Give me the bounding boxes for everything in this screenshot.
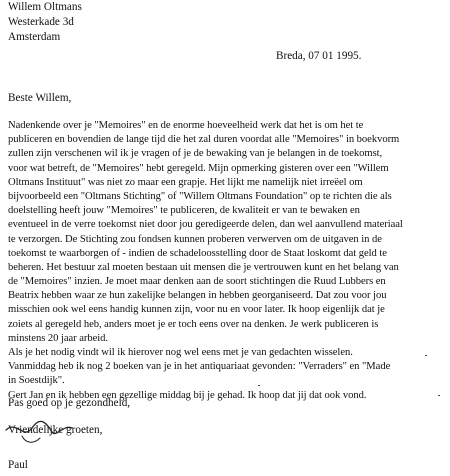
body-line: in Soestdijk". [8, 375, 65, 387]
body-line: zoiets al geregeld heb, anders moet je er toch eens over na denken. Je werk publiceren is [8, 318, 379, 330]
letter-body [8, 119, 444, 403]
body-line: voor wat betreft, de "Memoires" hebt geregeld. Mijn opmerking gisteren over een "Willem [8, 162, 389, 174]
body-line: Oltmans Instituut" was niet zo maar een grapje. Het lijkt me namelijk niet irreëel om [8, 176, 363, 188]
recipient-address-block [8, 0, 82, 45]
signoff-name: Paul [8, 459, 28, 471]
salutation: Beste Willem, [8, 92, 72, 104]
handwritten-signature [2, 414, 82, 448]
body-line: doelstelling heeft jouw "Memoires" te publiceren, de kwaliteit er van te bewaken en [8, 205, 360, 217]
body-line: Vanmiddag heb ik nog 2 boeken van je in het antiquariaat gevonden: "Verraders" en "Made [8, 361, 391, 373]
body-line: bijvoorbeeld een "Oltmans Stichting" of "Willem Oltmans Foundation" op te richten die als [8, 190, 392, 202]
body-line: Als je het nodig vindt wil ik hierover nog wel eens met je van gedachten wisselen. [8, 347, 353, 358]
body-line: toekomst te waarborgen of - indien de schadeloosstelling door de Staat loskomt dat geld te [8, 247, 387, 259]
date-line: Breda, 07 01 1995. [276, 50, 362, 62]
body-line: publiceren en bovendien de lange tijd die het zal duren voordat alle "Memoires" in boekvorm [8, 134, 400, 146]
scan-speck [258, 385, 260, 386]
body-line: beheren. Het bestuur zal moeten bestaan uit mensen die je vertrouwen kunt en het belang van [8, 261, 399, 273]
closing-line: Pas goed op je gezondheid, [8, 397, 131, 409]
address-name: Willem Oltmans [8, 1, 82, 13]
body-line: misschien ook wel eens handig kunnen zijn, voor nu en voor later. Ik hoop eigenlijk dat je [8, 304, 385, 316]
address-city: Amsterdam [8, 31, 61, 43]
regards-line: Vriendelijke groeten, [8, 424, 103, 436]
body-line: Nadenkende over je "Memoires" en de enorme hoeveelheid werk dat het is om het te [8, 120, 364, 131]
address-street: Westerkade 3d [8, 16, 74, 28]
body-line: eventueel in de verre toekomst niet door jou geredigeerde delen, dan wel aanvullend materiaal [8, 219, 403, 231]
body-line: zullen zijn verschenen wil ik je vragen of je de bewaking van je belangen in de toekomst, [8, 148, 383, 160]
body-line: minstens 20 jaar arbeid. [8, 332, 108, 344]
body-line: Beatrix hebben waar ze hun zakelijke belangen in hebben georganiseerd. Dat zou voor jou [8, 290, 387, 302]
body-line: de "Memoires" inzien. Je moet maar denken aan de soort stichtingen die Ruud Lubbers en [8, 276, 386, 288]
scan-speck [425, 355, 427, 356]
body-line: te verzorgen. De Stichting zou fondsen kunnen proberen verwerven om de uitgaven in de [8, 233, 382, 245]
body-line: Gert Jan en ik hebben een gezellige middag bij je gehad. Ik hoop dat jij dat ook vond. [8, 389, 367, 401]
scan-speck [438, 395, 440, 396]
